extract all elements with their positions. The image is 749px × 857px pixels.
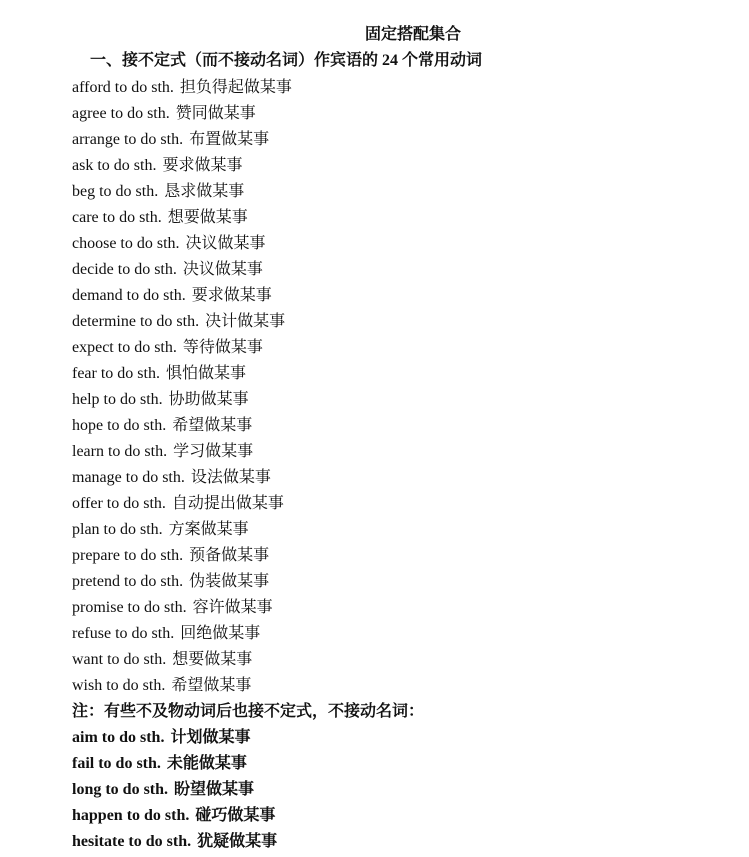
verb-phrase: fail to do sth. [72,755,161,772]
verb-phrase: agree to do sth. [72,105,170,122]
list-item [72,673,424,699]
list-item [72,283,424,309]
verb-phrase: long to do sth. [72,781,169,798]
verb-phrase: care to do sth. [72,209,162,226]
list-item [72,231,424,257]
verb-meaning: 自动提出做某事 [171,495,284,512]
list-item [72,829,424,855]
list-item [72,127,424,153]
verb-phrase: offer to do sth. [72,495,166,512]
list-item [72,153,424,179]
verb-meaning: 未能做某事 [166,755,247,772]
list-item [72,335,424,361]
verb-phrase: pretend to do sth. [72,573,184,590]
list-item [72,621,424,647]
verb-phrase: hesitate to do sth. [72,833,192,850]
verb-meaning: 回绝做某事 [180,625,261,642]
verb-meaning: 盼望做某事 [174,781,255,798]
list-item [72,647,424,673]
list-item [72,361,424,387]
verb-meaning: 决计做某事 [205,313,286,330]
verb-meaning: 碰巧做某事 [195,807,276,824]
verb-phrase: prepare to do sth. [72,547,184,564]
verb-meaning: 布置做某事 [189,131,270,148]
verb-meaning: 协助做某事 [168,391,249,408]
verb-phrase: learn to do sth. [72,443,168,460]
verb-meaning: 设法做某事 [190,469,271,486]
list-item [72,777,424,803]
verb-phrase: beg to do sth. [72,183,159,200]
verb-meaning: 希望做某事 [171,677,252,694]
verb-phrase: help to do sth. [72,391,163,408]
verb-meaning: 要求做某事 [191,287,272,304]
list-item [72,725,424,751]
verb-meaning: 惧怕做某事 [165,365,246,382]
list-item [72,309,424,335]
note-text: 注：有些不及物动词后也接不定式，不接动名词： [72,703,425,720]
verb-phrase: afford to do sth. [72,79,174,96]
list-item [72,543,424,569]
list-item [72,75,424,101]
verb-meaning: 容许做某事 [192,599,273,616]
verb-meaning: 想要做某事 [172,651,253,668]
verb-phrase: determine to do sth. [72,313,200,330]
verb-phrase: manage to do sth. [72,469,185,486]
verb-phrase: promise to do sth. [72,599,187,616]
verb-meaning: 恳求做某事 [164,183,245,200]
list-item [72,179,424,205]
verb-list [72,75,424,855]
list-item [72,439,424,465]
list-item [72,491,424,517]
document-title: 固定搭配集合 [365,26,462,43]
list-item [72,569,424,595]
verb-meaning: 预备做某事 [189,547,270,564]
verb-meaning: 希望做某事 [172,417,253,434]
verb-phrase: happen to do sth. [72,807,190,824]
list-item [72,465,424,491]
verb-meaning: 犹疑做某事 [197,833,278,850]
verb-phrase: arrange to do sth. [72,131,184,148]
verb-phrase: demand to do sth. [72,287,186,304]
list-item [72,413,424,439]
section-heading: 一、接不定式（而不接动名词）作宾语的 24 个常用动词 [90,52,483,69]
list-item [72,595,424,621]
verb-meaning: 想要做某事 [167,209,248,226]
verb-phrase: refuse to do sth. [72,625,175,642]
verb-meaning: 伪装做某事 [189,573,270,590]
verb-phrase: wish to do sth. [72,677,166,694]
verb-meaning: 决议做某事 [182,261,263,278]
verb-meaning: 计划做某事 [170,729,251,746]
verb-meaning: 决议做某事 [185,235,266,252]
verb-phrase: want to do sth. [72,651,167,668]
verb-phrase: expect to do sth. [72,339,177,356]
verb-meaning: 学习做某事 [173,443,254,460]
verb-phrase: choose to do sth. [72,235,180,252]
list-item [72,205,424,231]
list-item [72,257,424,283]
verb-phrase: decide to do sth. [72,261,177,278]
verb-phrase: plan to do sth. [72,521,163,538]
verb-meaning: 担负得起做某事 [179,79,292,96]
verb-phrase: aim to do sth. [72,729,165,746]
list-item [72,803,424,829]
verb-phrase: hope to do sth. [72,417,167,434]
list-item [72,751,424,777]
verb-meaning: 赞同做某事 [175,105,256,122]
verb-phrase: fear to do sth. [72,365,160,382]
verb-phrase: ask to do sth. [72,157,157,174]
verb-meaning: 等待做某事 [182,339,263,356]
verb-meaning: 要求做某事 [162,157,243,174]
list-item [72,101,424,127]
verb-meaning: 方案做某事 [168,521,249,538]
list-item [72,517,424,543]
list-item [72,387,424,413]
